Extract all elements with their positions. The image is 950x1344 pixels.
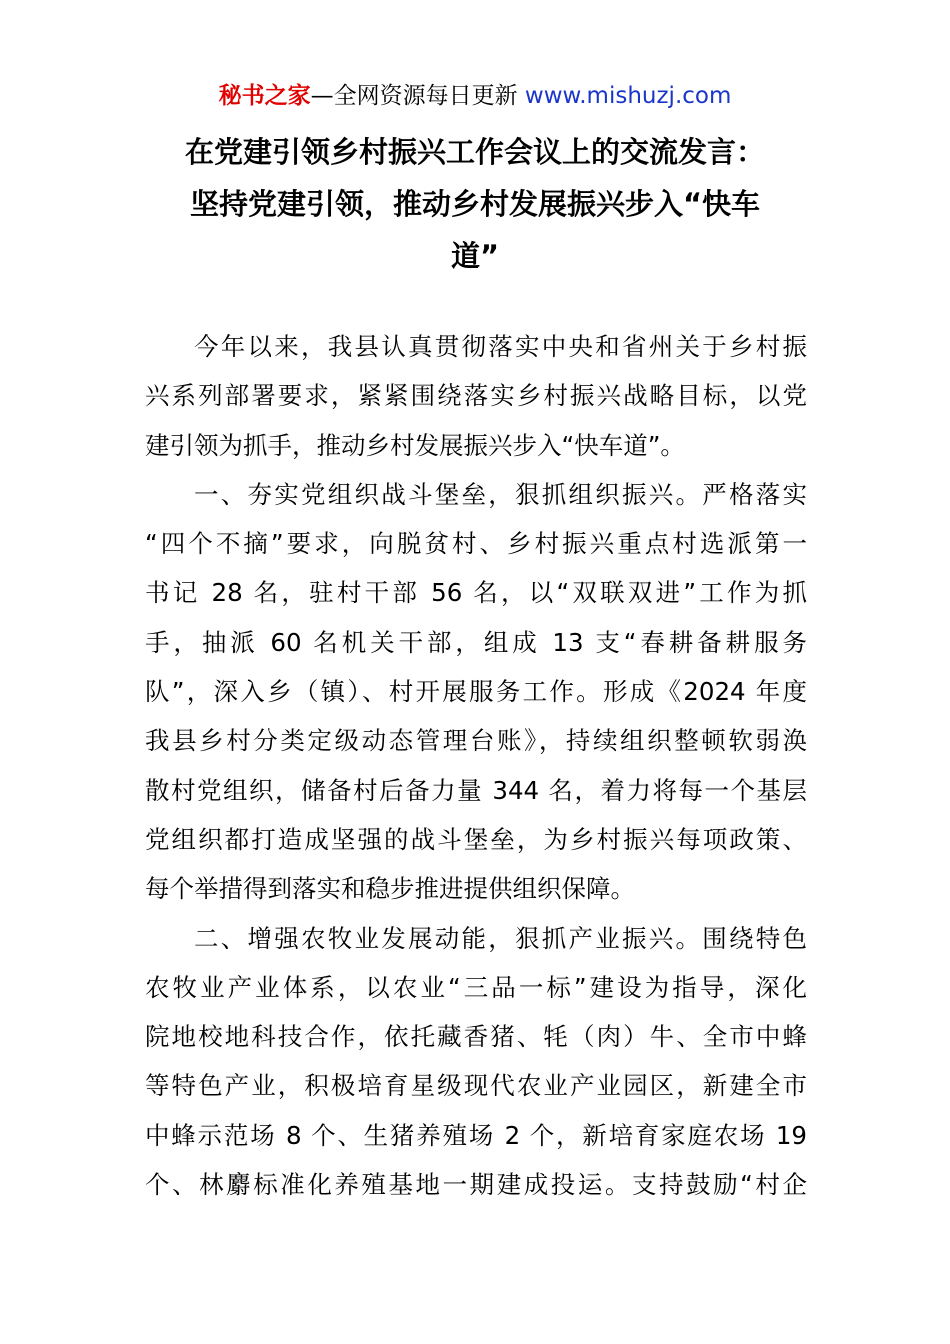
site-url[interactable]: www.mishuzj.com (524, 83, 732, 109)
paragraph-intro-line: 建引领为抓手，推动乡村发展振兴步入“快车道”。 (145, 430, 685, 460)
brand-name: 秘书之家 (218, 83, 311, 109)
paragraph-one-line: 一、夯实党组织战斗堡垒，狠抓组织振兴。严格落实 (194, 479, 807, 509)
paragraph-two-line: 农牧业产业体系，以农业“三品一标”建设为指导，深化 (145, 972, 807, 1002)
title-line: 道” (450, 239, 500, 273)
paragraph-one-line: “四个不摘”要求，向脱贫村、乡村振兴重点村选派第一 (145, 529, 807, 559)
paragraph-one-line: 书记 28 名，驻村干部 56 名，以“双联双进”工作为抓 (145, 578, 807, 608)
paragraph-one-line: 手，抽派 60 名机关干部，组成 13 支“春耕备耕服务 (145, 627, 807, 657)
paragraph-two-line: 院地校地科技合作，依托藏香猪、牦（肉）牛、全市中蜂 (145, 1022, 807, 1052)
document-body (145, 322, 807, 1209)
paragraph-intro-line: 今年以来，我县认真贯彻落实中央和省州关于乡村振 (194, 332, 807, 361)
paragraph-one-line: 散村党组织，储备村后备力量 344 名，着力将每一个基层 (145, 775, 807, 805)
paragraph-one-line: 队”，深入乡（镇）、村开展服务工作。形成《2024 年度 (145, 677, 807, 707)
paragraph-one-line: 党组织都打造成坚强的战斗堡垒，为乡村振兴每项政策、 (145, 824, 807, 854)
paragraph-intro-line: 兴系列部署要求，紧紧围绕落实乡村振兴战略目标，以党 (145, 381, 807, 411)
document-title (145, 126, 805, 282)
site-tagline: —全网资源每日更新 (310, 83, 518, 109)
title-line: 在党建引领乡村振兴工作会议上的交流发言： (184, 135, 765, 169)
paragraph-two-line: 等特色产业，积极培育星级现代农业产业园区，新建全市 (145, 1071, 807, 1101)
paragraph-one-line: 每个举措得到落实和稳步推进提供组织保障。 (145, 874, 635, 904)
paragraph-two-line: 中蜂示范场 8 个、生猪养殖场 2 个，新培育家庭农场 19 (145, 1120, 807, 1150)
paragraph-one-line: 我县乡村分类定级动态管理台账》，持续组织整顿软弱涣 (145, 726, 807, 756)
title-line: 坚持党建引领，推动乡村发展振兴步入“快车 (189, 187, 761, 221)
paragraph-two-line: 二、增强农牧业发展动能，狠抓产业振兴。围绕特色 (194, 923, 807, 953)
site-header (0, 80, 950, 112)
paragraph-two-line: 个、林麝标准化养殖基地一期建成投运。支持鼓励“村企 (145, 1170, 807, 1200)
